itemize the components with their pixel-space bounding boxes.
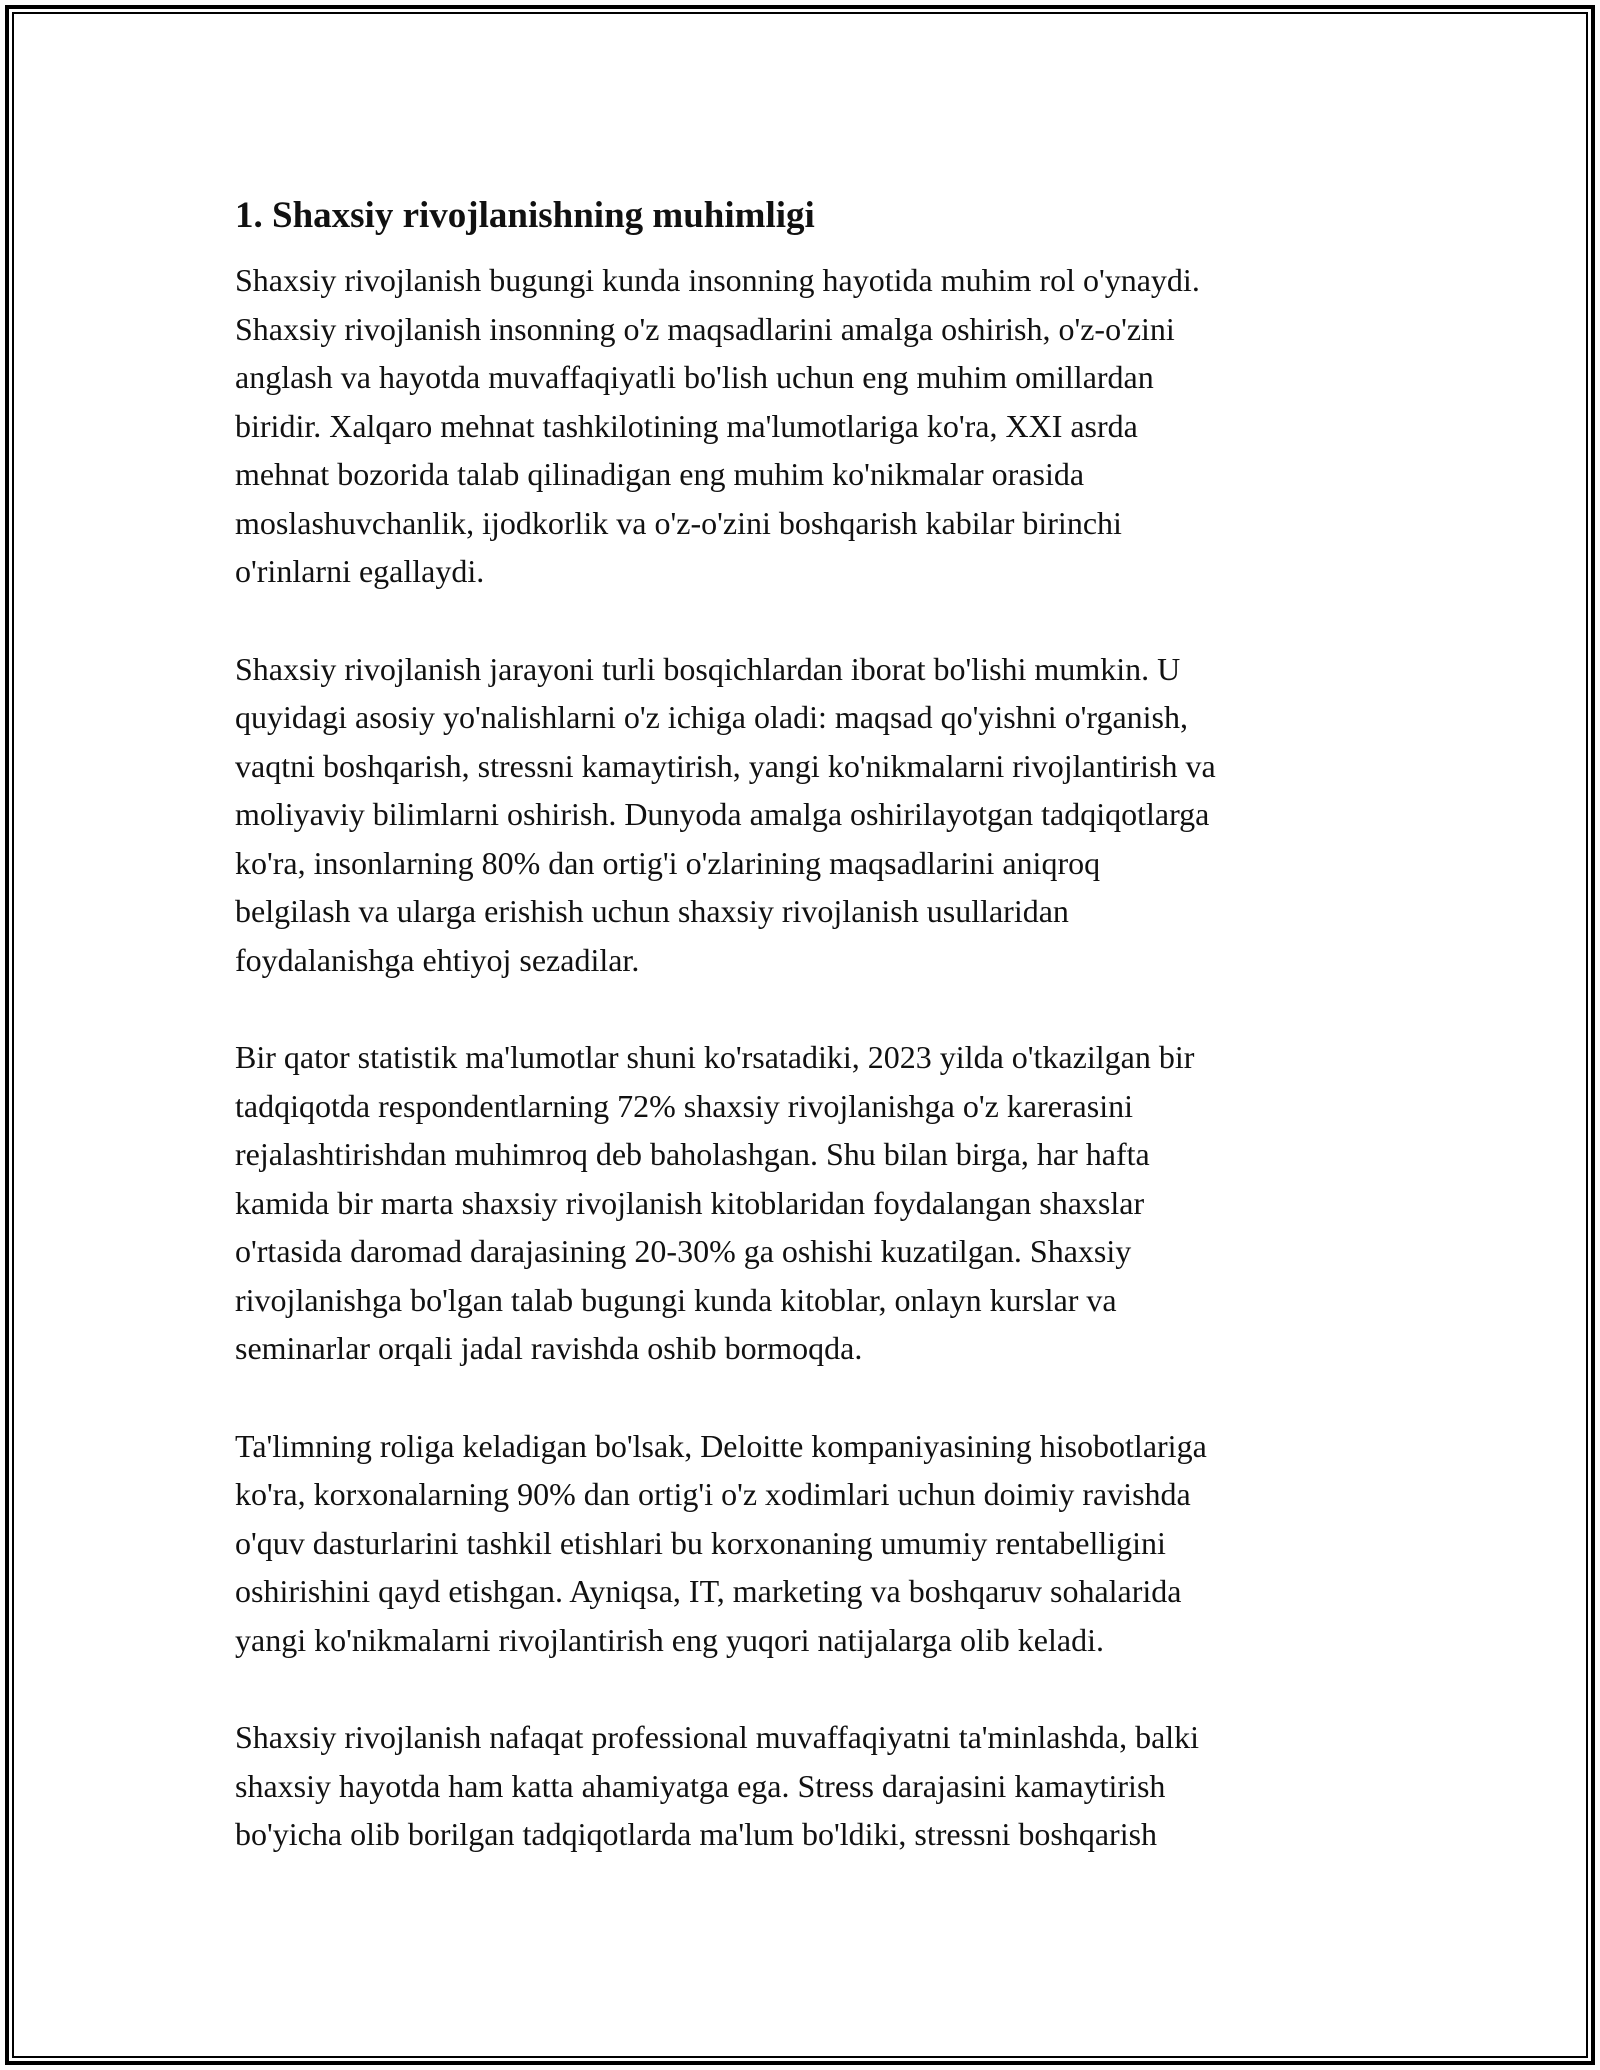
- text-line: biridir. Xalqaro mehnat tashkilotining ma'lumotlariga ko'ra, XXI asrda: [235, 407, 1138, 444]
- text-line: ko'ra, korxonalarning 90% dan ortig'i o'z xodimlari uchun doimiy ravishda: [235, 1476, 1191, 1512]
- text-line: ko'ra, insonlarning 80% dan ortig'i o'zlarining maqsadlarini aniqroq: [235, 844, 1101, 881]
- paragraph: [235, 1033, 1365, 1373]
- text-line: rejalashtirishdan muhimroq deb baholashgan. Shu bilan birga, har hafta: [235, 1136, 1150, 1172]
- text-line: foydalanishga ehtiyoj sezadilar.: [235, 941, 640, 978]
- section-heading: 1. Shaxsiy rivojlanishning muhimligi: [235, 195, 815, 236]
- text-line: Shaxsiy rivojlanish insonning o'z maqsadlarini amalga oshirish, o'z-o'zini: [235, 310, 1175, 347]
- text-line: bo'yicha olib borilgan tadqiqotlarda ma'lum bo'ldiki, stressni boshqarish: [235, 1816, 1158, 1852]
- document-body: [235, 256, 1365, 1859]
- text-line: o'quv dasturlarini tashkil etishlari bu korxonaning umumiy rentabelligini: [235, 1524, 1166, 1561]
- text-line: tadqiqotda respondentlarning 72% shaxsiy rivojlanishga o'z karerasini: [235, 1087, 1133, 1124]
- text-line: moliyaviy bilimlarni oshirish. Dunyoda amalga oshirilayotgan tadqiqotlarga: [235, 796, 1210, 832]
- paragraph: [235, 645, 1365, 985]
- document-page: [235, 188, 1365, 1859]
- text-line: kamida bir marta shaxsiy rivojlanish kitoblaridan foydalangan shaxslar: [235, 1184, 1145, 1221]
- text-line: oshirishini qayd etishgan. Ayniqsa, IT, marketing va boshqaruv sohalarida: [235, 1573, 1182, 1609]
- paragraph: [235, 1422, 1365, 1665]
- text-line: Shaxsiy rivojlanish nafaqat professional muvaffaqiyatni ta'minlashda, balki: [235, 1719, 1200, 1755]
- text-line: Bir qator statistik ma'lumotlar shuni ko'rsatadiki, 2023 yilda o'tkazilgan bir: [235, 1039, 1195, 1075]
- text-line: Shaxsiy rivojlanish bugungi kunda insonning hayotida muhim rol o'ynaydi.: [235, 262, 1200, 298]
- text-line: mehnat bozorida talab qilinadigan eng muhim ko'nikmalar orasida: [235, 456, 1085, 492]
- paragraph: [235, 1713, 1365, 1859]
- text-line: belgilash va ularga erishish uchun shaxsiy rivojlanish usullaridan: [235, 893, 1069, 929]
- text-line: rivojlanishga bo'lgan talab bugungi kunda kitoblar, onlayn kurslar va: [235, 1281, 1117, 1318]
- text-line: Shaxsiy rivojlanish jarayoni turli bosqichlardan iborat bo'lishi mumkin. U: [235, 650, 1181, 687]
- paragraph: [235, 256, 1365, 596]
- text-line: seminarlar orqali jadal ravishda oshib bormoqda.: [235, 1330, 863, 1366]
- text-line: shaxsiy hayotda ham katta ahamiyatga ega. Stress darajasini kamaytirish: [235, 1767, 1166, 1804]
- text-line: quyidagi asosiy yo'nalishlarni o'z ichiga oladi: maqsad qo'yishni o'rganish,: [235, 699, 1188, 735]
- text-line: o'rinlarni egallaydi.: [235, 553, 485, 589]
- text-line: vaqtni boshqarish, stressni kamaytirish, yangi ko'nikmalarni rivojlantirish va: [235, 747, 1216, 784]
- text-line: anglash va hayotda muvaffaqiyatli bo'lish uchun eng muhim omillardan: [235, 359, 1154, 395]
- text-line: o'rtasida daromad darajasining 20-30% ga oshishi kuzatilgan. Shaxsiy: [235, 1233, 1132, 1269]
- text-line: Ta'limning roliga keladigan bo'lsak, Deloitte kompaniyasining hisobotlariga: [235, 1427, 1207, 1464]
- text-line: yangi ko'nikmalarni rivojlantirish eng yuqori natijalarga olib keladi.: [235, 1621, 1104, 1658]
- text-line: moslashuvchanlik, ijodkorlik va o'z-o'zini boshqarish kabilar birinchi: [235, 504, 1122, 541]
